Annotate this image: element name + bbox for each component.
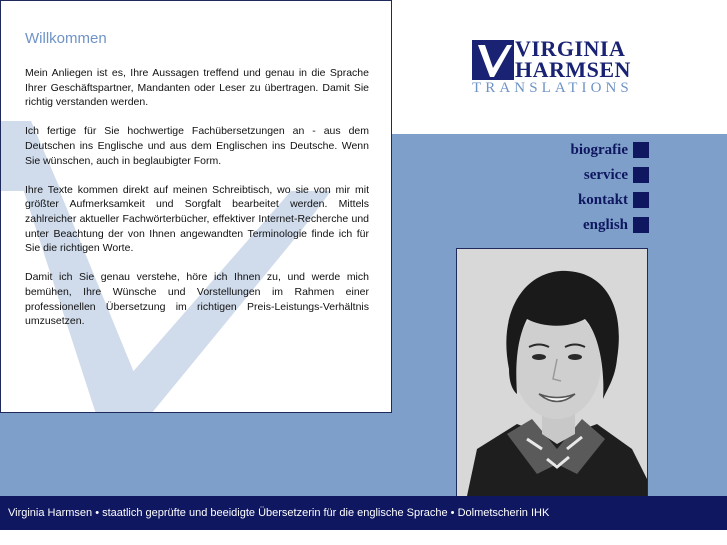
logo[interactable] [470, 36, 655, 98]
footer-bar [0, 496, 727, 530]
content-panel [0, 0, 392, 413]
intro-paragraph-3: Ihre Texte kommen direkt auf meinen Schreibtisch, wo sie von mir mit größter Aufmerksamkeit und Sorgfalt bearbeitet werden. Mittels zahlreicher aktueller Fachwörterbücher, effektiver Internet-Recherche und unter Beachtung der von Ihnen angewandten Terminologie finde ich für Sie die richtigen Worte. [25, 183, 369, 255]
square-bullet-icon[interactable] [633, 167, 649, 183]
main-navigation [449, 141, 649, 241]
intro-paragraph-1: Mein Anliegen ist es, Ihre Aussagen treffend und genau in die Sprache Ihrer Geschäftspartner, Mandanten oder Leser zu übertragen. Damit Sie richtig verstanden werden. [25, 67, 369, 109]
portrait-photo [456, 248, 648, 497]
logo-subline: TRANSLATIONS [472, 80, 633, 96]
square-bullet-icon[interactable] [633, 142, 649, 158]
footer-text: Virginia Harmsen • staatlich geprüfte und beeidigte Übersetzerin für die englische Sprache • Dolmetscherin IHK [8, 507, 550, 519]
nav-item-service[interactable] [449, 166, 649, 184]
nav-label-biografie[interactable]: biografie [570, 142, 628, 158]
logo-name-first: VIRGINIA [515, 36, 626, 61]
v-logo-icon [472, 40, 514, 80]
square-bullet-icon[interactable] [633, 217, 649, 233]
intro-paragraph-4: Damit ich Sie genau verstehe, höre ich Ihnen zu, und werde mich bemühen, Ihre Wünsche und Vorstellungen im Rahmen einer professionellen Übersetzung im richtigen Preis-Leistungs-Verhältnis umzusetzen. [25, 271, 369, 328]
nav-label-service[interactable]: service [583, 167, 628, 183]
logo-name-last: HARMSEN [515, 57, 631, 82]
content-text [25, 29, 369, 343]
bottom-strip [0, 530, 727, 545]
nav-item-kontakt[interactable] [449, 191, 649, 209]
nav-item-biografie[interactable] [449, 141, 649, 159]
square-bullet-icon[interactable] [633, 192, 649, 208]
nav-label-kontakt[interactable]: kontakt [577, 192, 628, 208]
page-title: Willkommen [25, 30, 107, 47]
nav-label-english[interactable]: english [582, 217, 628, 233]
nav-item-english[interactable] [449, 216, 649, 234]
intro-paragraph-2: Ich fertige für Sie hochwertige Fachübersetzungen an - aus dem Deutschen ins Englische und aus dem Englischen ins Deutsche. Wenn Sie wünschen, auch in beglaubigter Form. [25, 125, 369, 167]
